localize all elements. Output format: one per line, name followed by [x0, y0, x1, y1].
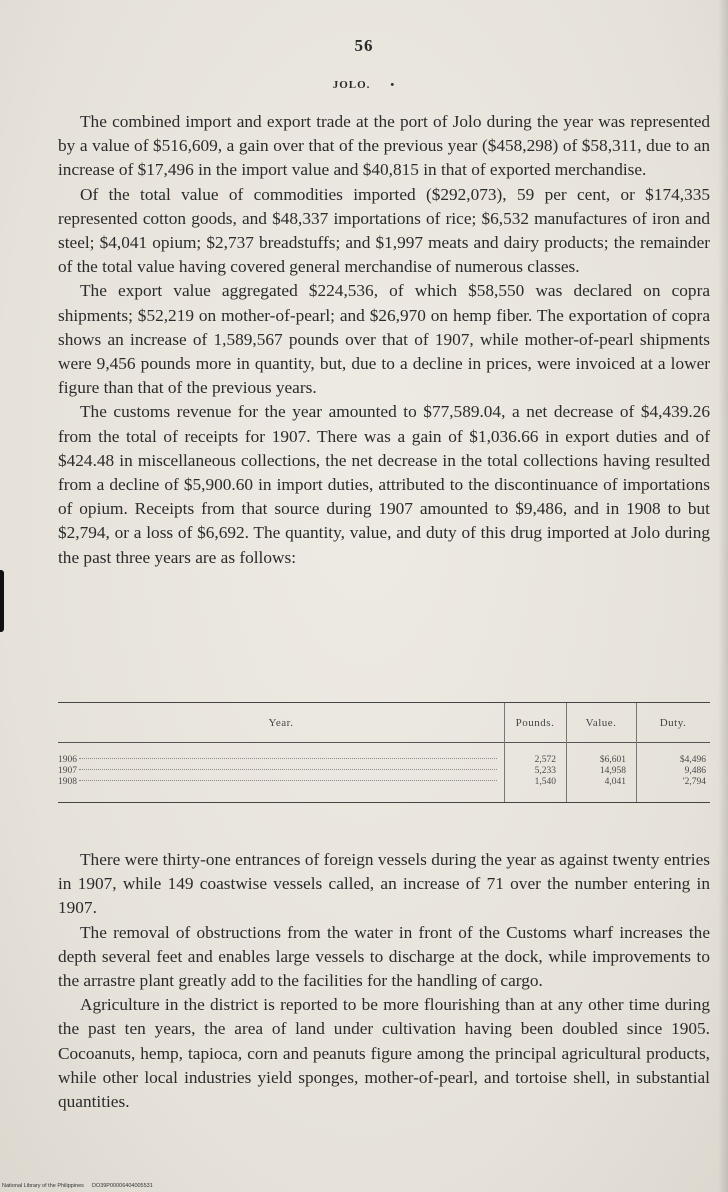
- cell-year: [58, 777, 498, 788]
- body-text-after-table: [58, 848, 710, 1114]
- opium-imports-table: [58, 702, 710, 804]
- column-header-duty: Duty.: [659, 717, 687, 729]
- cell-year: [58, 755, 498, 766]
- cell-value: 4,041: [604, 777, 626, 787]
- paragraph-wharf: The removal of obstructions from the water in front of the Customs wharf increases the depth several feet and enables large vessels to discharge at the dock, while improvements to the arrastre plant greatly add to the facilities for the handling of cargo.: [58, 922, 710, 991]
- running-head-title: JOLO.: [332, 79, 371, 91]
- column-header-value: Value.: [585, 717, 617, 729]
- running-head-mark: •: [390, 79, 396, 91]
- paragraph-imports: Of the total value of commodities imported ($292,073), 59 per cent, or $174,335 represented cotton goods, and $48,337 importations of rice; $6,532 manufactures of iron and steel; $4,041 opium; $2,737 breadstuffs; and $1,997 meats and dairy products; the remainder of the total value having covered general merchandise of numerous classes.: [58, 184, 710, 277]
- year-value: 1908: [58, 777, 77, 787]
- body-text-before-table: [58, 110, 710, 570]
- column-header-pounds: Pounds.: [515, 717, 555, 729]
- cell-pounds: 2,572: [534, 755, 556, 765]
- table-row: [58, 755, 710, 766]
- dot-leader: [79, 758, 498, 759]
- cell-duty: 9,486: [684, 766, 706, 776]
- year-value: 1907: [58, 766, 77, 776]
- cell-year: [58, 766, 498, 777]
- footer-library: National Library of the Philippines: [2, 1183, 84, 1189]
- year-value: 1906: [58, 755, 77, 765]
- cell-pounds: 5,233: [534, 766, 556, 776]
- running-head: [0, 79, 728, 91]
- table-rule-bottom: [58, 802, 710, 803]
- scan-footer: [2, 1183, 161, 1189]
- paragraph-customs-revenue: The customs revenue for the year amounted to $77,589.04, a net decrease of $4,439.26 from the total of receipts for 1907. There was a gain of $1,036.66 in export duties and of $424.48 in miscellaneous collections, the net decrease in the total collections having resulted from a decline of $5,900.60 in import duties, attributed to the discontinuance of importations of opium. Receipts from that source during 1907 amounted to $9,486, and in 1908 to but $2,794, or a loss of $6,692. The quantity, value, and duty of this drug imported at Jolo during the past three years are as follows:: [58, 402, 710, 567]
- dot-leader: [79, 780, 498, 781]
- table-row: [58, 766, 710, 777]
- table-row: [58, 777, 710, 788]
- paragraph-vessels: There were thirty-one entrances of foreign vessels during the year as against twenty entries in 1907, while 149 coastwise vessels called, an increase of 71 over the number entering in 1907.: [58, 850, 710, 918]
- table-rule-header: [58, 742, 710, 743]
- paragraph-exports: The export value aggregated $224,536, of which $58,550 was declared on copra shipments; $52,219 on mother-of-pearl; and $26,970 on hemp fiber. The exportation of copra shows an increase of 1,589,567 pounds over that of 1907, while mother-of-pearl shipments were 9,456 pounds more in quantity, but, due to a decline in prices, were invoiced at a lower figure than that of the previous years.: [58, 281, 710, 398]
- table-rule-top: [58, 702, 710, 703]
- cell-duty: '2,794: [682, 777, 706, 787]
- cell-pounds: 1,540: [534, 777, 556, 787]
- column-header-year: Year.: [268, 717, 294, 729]
- page-number: 56: [354, 36, 374, 55]
- cell-value: $6,601: [599, 755, 626, 765]
- binding-mark: [0, 570, 4, 632]
- paragraph-trade-summary: The combined import and export trade at the port of Jolo during the year was represented by a value of $516,609, a gain over that of the previous year ($458,298) of $58,311, due to an increase of $17,496 in the import value and $40,815 in that of exported merchandise.: [58, 112, 710, 180]
- footer-code: DO39P00006404005531: [91, 1183, 153, 1189]
- cell-value: 14,958: [599, 766, 626, 776]
- table-body: [58, 755, 710, 788]
- dot-leader: [79, 769, 498, 770]
- paragraph-agriculture: Agriculture in the district is reported to be more flourishing than at any other time during the past ten years, the area of land under cultivation having been doubled since 1905. Cocoanuts, hemp, tapioca, corn and peanuts figure among the principal agricultural products, while other local industries yield sponges, mother-of-pearl, and tortoise shell, in substantial quantities.: [58, 995, 710, 1112]
- cell-duty: $4,496: [679, 755, 706, 765]
- page-edge-shadow: [718, 0, 728, 1192]
